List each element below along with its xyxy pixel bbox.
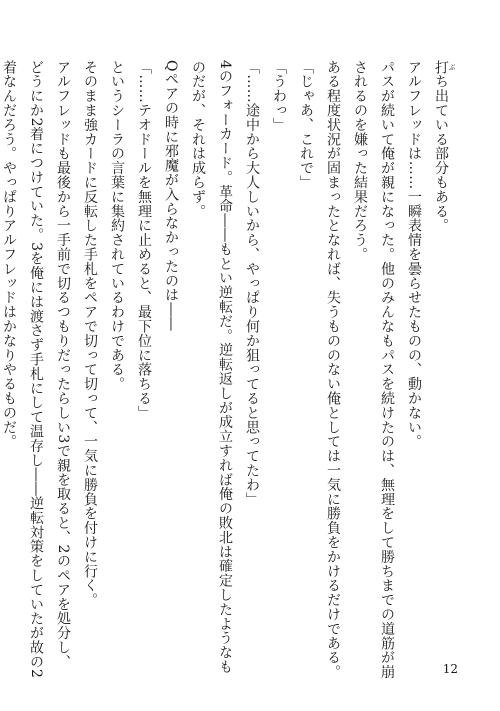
text-line-6: 「じゃあ、これで」 — [298, 60, 314, 190]
text-line-9: 4のフォーカード。革命――もとい逆転だ。逆転返しが成立すれば俺の敗北は確定したようなも — [217, 60, 233, 675]
text-line-11: Qペアの時に邪魔が入らなかったのは―― — [163, 60, 179, 332]
text-line-5: ある程度状況が固まったとなれば、失うもののない俺としては一気に勝負をかけるだけである。 — [325, 60, 341, 680]
text-line-1: 打 ぶち出ている部分もある。 — [433, 60, 456, 233]
text-line-4: されるのを嫌った結果だろう。 — [352, 60, 368, 262]
text-line-12: 「……テオドールを無理に止めると、最下位に落ちる」 — [136, 60, 152, 420]
text-line-8: 「……途中から大人しいから、やっぱり何か狙ってると思ってたわ」 — [244, 60, 260, 507]
text-line-17: 着なんだろう。やっぱりアルフレッドはかなりやるものだ。 — [1, 60, 17, 449]
text-line-7: 「うわっ」 — [271, 60, 287, 132]
text-line-15: アルフレッドも最後から一手前で切るつもりだったらしい3で親を取ると、2のペアを処分し、 — [55, 60, 71, 670]
ruby-annotation: 打 ぶ — [433, 60, 456, 75]
text-line-10: のだが、それは成らず。 — [190, 60, 206, 219]
text-line-3: パスが続いて俺が親になった。他のみんなもパスを続けたのは、無理をして勝ちまでの道筋が崩 — [379, 60, 395, 680]
text-line-14: そのまま強カードに反転した手札をペアで切って切って、一気に勝負を付けに行く。 — [82, 60, 98, 608]
text-line-16: どうにか2着につけていた。3を俺には渡さず手札にして温存し――逆転対策をしていたが故の2 — [28, 60, 44, 679]
text-line-13: というシーラの言葉に集約されているわけである。 — [109, 60, 125, 392]
text-line-2: アルフレッドは……一瞬表情を曇らせたものの、動かない。 — [406, 60, 422, 449]
page-number: 12 — [442, 662, 458, 676]
